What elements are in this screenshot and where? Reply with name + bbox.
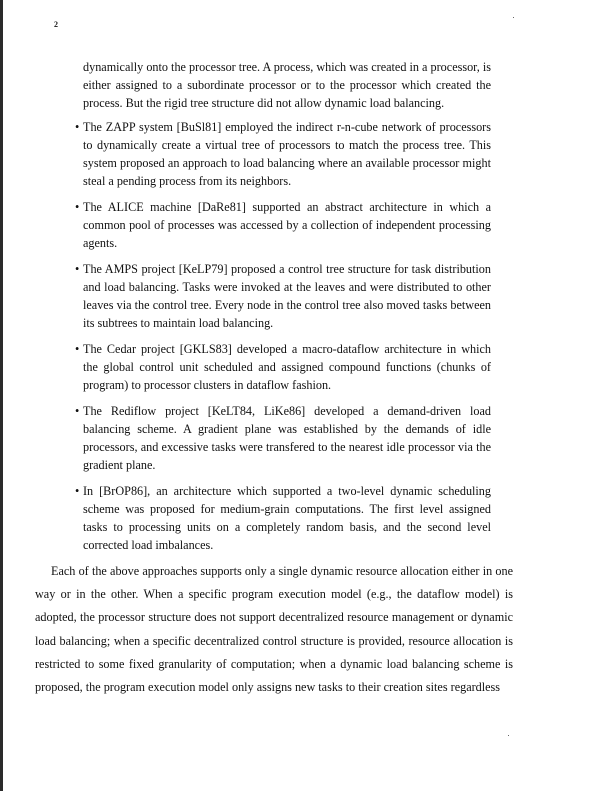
list-item-zapp	[75, 118, 491, 190]
bullet-icon: •	[75, 120, 80, 134]
list-item-rediflow	[75, 402, 491, 474]
page-number: 2	[54, 20, 58, 29]
continued-paragraph: dynamically onto the processor tree. A process, which was created in a processor, is either assigned to a subordinate processor or to the processor which created the process. But the rigid tree structure did not allow dynamic load balancing.	[83, 60, 491, 110]
bullet-icon: •	[75, 404, 80, 418]
list-item-text: The ZAPP system [BuSl81] employed the indirect r-n-cube network of processors to dynamically create a virtual tree of processors to match the process tree. This system proposed an approach to load balancing where an available processor might steal a pending process from its neighbors.	[83, 120, 491, 188]
bullet-icon: •	[75, 262, 80, 276]
bullet-icon: •	[75, 484, 80, 498]
page-content	[75, 58, 491, 562]
bullet-list	[75, 118, 491, 554]
scan-edge	[0, 0, 3, 791]
bullet-icon: •	[75, 342, 80, 356]
scan-speck	[508, 735, 509, 736]
list-item-text: The AMPS project [KeLP79] proposed a control tree structure for task distribution and load balancing. Tasks were invoked at the leaves and were distributed to other leaves via the control tree. Every node in the control tree also moved tasks between its subtrees to maintain load balancing.	[83, 262, 491, 330]
list-item-text: In [BrOP86], an architecture which supported a two-level dynamic scheduling scheme was proposed for medium-grain computations. The first level assigned tasks to processing units on a completely random basis, and the second level corrected load imbalances.	[83, 484, 491, 552]
list-item-amps	[75, 260, 491, 332]
list-item-alice	[75, 198, 491, 252]
body-paragraph: Each of the above approaches supports only a single dynamic resource allocation either in one way or in the other. When a specific program execution model (e.g., the dataflow model) is adopted, the processor structure does not support decentralized resource management or dynamic load balancing; when a specific decentralized control structure is provided, resource allocation is restricted to some fixed granularity of computation; when a dynamic load balancing scheme is proposed, the program execution model only assigns new tasks to their creation sites regardless	[35, 564, 513, 695]
scan-speck	[513, 17, 514, 18]
list-item-text: The Cedar project [GKLS83] developed a macro-dataflow architecture in which the global control unit scheduled and assigned compound functions (chunks of program) to processor clusters in dataflow fashion.	[83, 342, 491, 392]
list-item-text: The Rediflow project [KeLT84, LiKe86] developed a demand-driven load balancing scheme. A gradient plane was established by the demands of idle processors, and excessive tasks were transfered to the nearest idle processor via the gradient plane.	[83, 404, 491, 472]
list-item-cedar	[75, 340, 491, 394]
list-item-text: The ALICE machine [DaRe81] supported an abstract architecture in which a common pool of processes was accessed by a collection of independent processing agents.	[83, 200, 491, 250]
bullet-icon: •	[75, 200, 80, 214]
list-item-brop86	[75, 482, 491, 554]
